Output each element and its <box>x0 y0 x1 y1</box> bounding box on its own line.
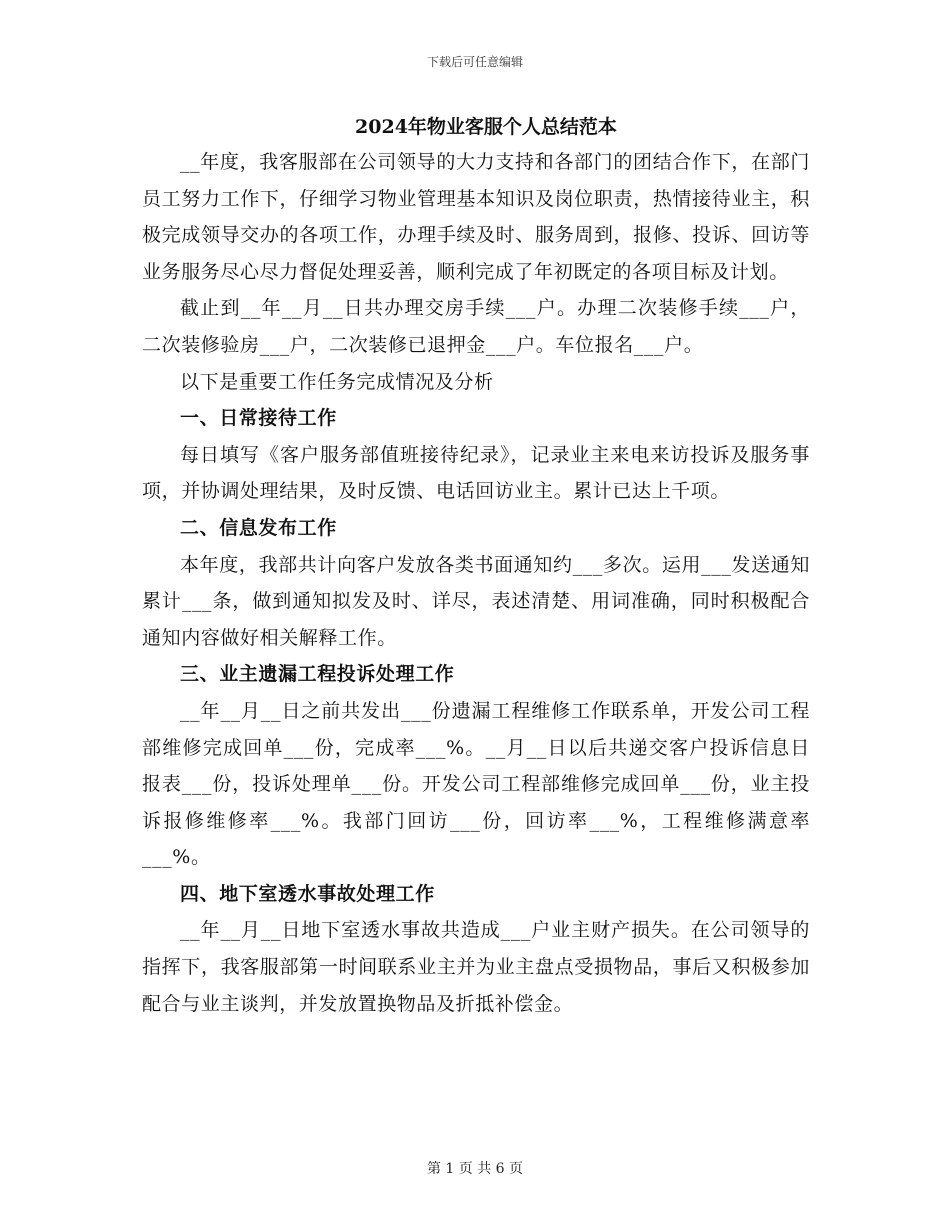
section-heading-basement: 四、地下室透水事故处理工作 <box>180 882 435 905</box>
summary-paragraph: 截止到__年__月__日共办理交房手续___户。办理二次装修手续___户，二次装修验房___户，二次装修已退押金___户。车位报名___户。 <box>142 297 810 356</box>
section-body-complaints: __年__月__日之前共发出___份遗漏工程维修工作联系单，开发公司工程部维修完成回单___份，完成率___%。__月__日以后共递交客户投诉信息日报表___份，投诉处理单___份。开发公司工程部维修完成回单___份，业主投诉报修维修率___%。我部门回访___份，回访率___%，工程维修满意率___%。 <box>142 699 810 869</box>
section-heading-reception: 一、日常接待工作 <box>180 407 337 430</box>
lead-in-paragraph: 以下是重要工作任务完成情况及分析 <box>180 370 494 393</box>
section-body-notices: 本年度，我部共计向客户发放各类书面通知约___多次。运用___发送通知累计___条，做到通知拟发及时、详尽，表述清楚、用词准确，同时积极配合通知内容做好相关解释工作。 <box>142 553 810 649</box>
section-body-basement: __年__月__日地下室透水事故共造成___户业主财产损失。在公司领导的指挥下，我客服部第一时间联系业主并为业主盘点受损物品，事后又积极参加配合与业主谈判，并发放置换物品及折抵补偿金。 <box>142 919 810 1015</box>
page-number: 第 1 页 共 6 页 <box>426 1161 524 1177</box>
intro-paragraph: __年度，我客服部在公司领导的大力支持和各部门的团结合作下，在部门员工努力工作下，仔细学习物业管理基本知识及岗位职责，热情接待业主，积极完成领导交办的各项工作，办理手续及时、服务周到，报修、投诉、回访等业务服务尽心尽力督促处理妥善，顺利完成了年初既定的各项目标及计划。 <box>142 151 810 283</box>
section-heading-complaints: 三、业主遗漏工程投诉处理工作 <box>180 663 455 686</box>
section-body-reception: 每日填写《客户服务部值班接待纪录》，记录业主来电来访投诉及服务事项，并协调处理结果，及时反馈、电话回访业主。累计已达上千项。 <box>142 443 810 503</box>
header-note: 下载后可任意编辑 <box>426 55 523 69</box>
document-title: 2024年物业客服个人总结范本 <box>355 116 617 138</box>
document-body <box>142 112 810 1022</box>
section-heading-notices: 二、信息发布工作 <box>180 516 337 539</box>
